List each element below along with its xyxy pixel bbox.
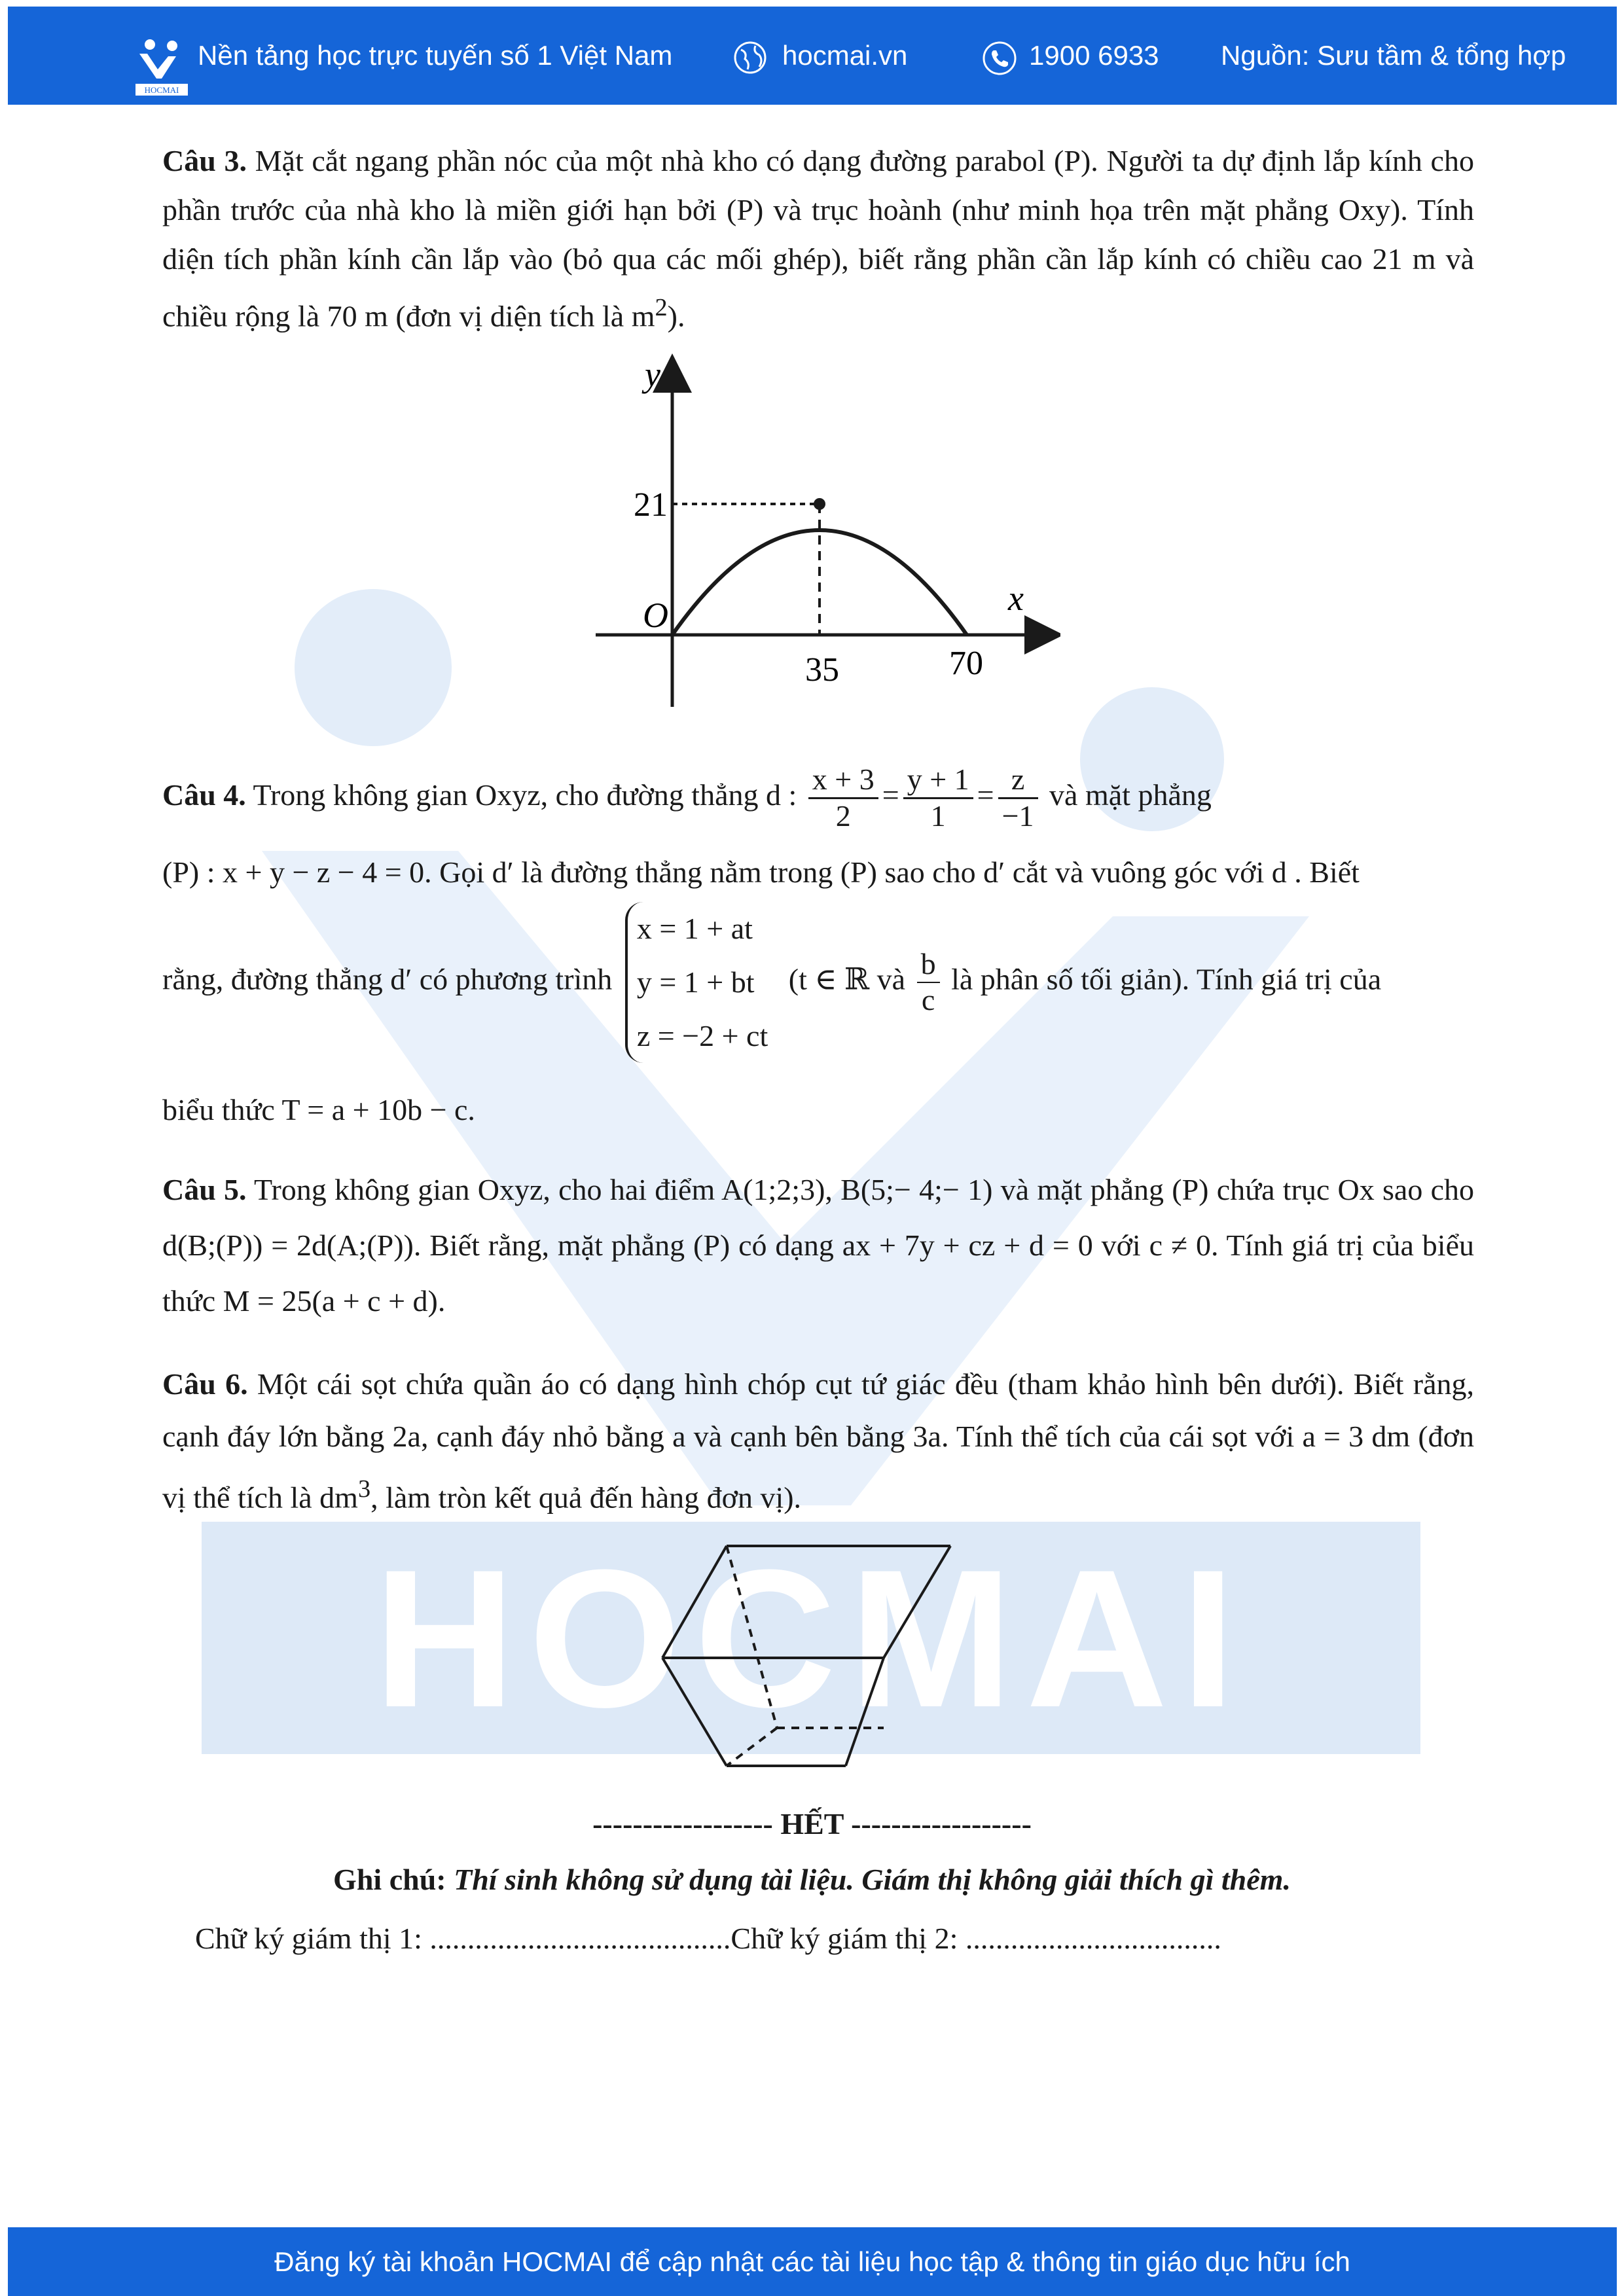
footer-bar bbox=[8, 2227, 1617, 2296]
question-3-unit-exponent: 2 bbox=[655, 294, 668, 321]
question-6-text: Một cái sọt chứa quần áo có dạng hình chóp cụt tứ giác đều (tham khảo hình bên dưới). Biết rằng, cạnh đáy lớn bằng 2a, cạnh đáy nhỏ bằng a và cạnh bên bằng 3a. Tính thể tích của cái sọt với a = 3 dm (đơn vị thể tích là dm bbox=[162, 1367, 1474, 1515]
system-line-1: x = 1 + at bbox=[636, 912, 753, 945]
question-6-unit-exponent: 3 bbox=[357, 1475, 371, 1503]
signature-line: Chữ ký giám thị 1: ........................................Chữ ký giám thị 2: .................................. bbox=[195, 1922, 1221, 1955]
x-axis-label: x bbox=[1008, 579, 1024, 618]
equals-sign: = bbox=[882, 778, 899, 812]
system-line-3: z = −2 + ct bbox=[636, 1019, 768, 1052]
parabola-graph bbox=[576, 353, 1060, 720]
question-4-line-4: biểu thức T = a + 10b − c. bbox=[162, 1093, 475, 1126]
exam-note bbox=[0, 1862, 1624, 1897]
fraction-z: $\frac{z}{-1}$ bbox=[998, 762, 1038, 834]
phone-icon bbox=[982, 41, 1017, 76]
watermark-text: HOCMAI bbox=[373, 1528, 1249, 1748]
header-hotline: 1900 6933 bbox=[1029, 40, 1159, 71]
question-3-text: Mặt cắt ngang phần nóc của một nhà kho có dạng đường parabol (P). Người ta dự định lắp kính cho phần trước của nhà kho là miền giới hạn bởi (P) và trục hoành (như minh họa trên mặt phẳng Oxy). Tính diện tích phần kính cần lắp vào (bỏ qua các mối ghép), biết rằng phần cần lắp kính có chiều cao 21 m và chiều rộng là 70 m (đơn vị diện tích là m bbox=[162, 144, 1474, 333]
line-system bbox=[625, 902, 768, 1063]
header-website-link[interactable]: hocmai.vn bbox=[782, 40, 908, 71]
question-4-line-3-prefix: rằng, đường thẳng d′ có phương trình bbox=[162, 962, 613, 996]
question-3-text-end: ). bbox=[667, 299, 685, 333]
hocmai-logo-icon bbox=[135, 38, 188, 97]
header-source: Nguồn: Sưu tầm & tổng hợp bbox=[1221, 40, 1566, 71]
note-text: Thí sinh không sử dụng tài liệu. Giám thị không giải thích gì thêm. bbox=[446, 1863, 1291, 1896]
fraction-y: $\frac{y + 1}{1}$ bbox=[903, 762, 973, 834]
x-tick-label-70: 70 bbox=[949, 645, 983, 682]
fraction-b-over-c: $\frac{b}{c}$ bbox=[917, 947, 940, 1018]
svg-text:HOCMAI: HOCMAI bbox=[144, 85, 179, 95]
condition-suffix: là phân số tối giản). Tính giá trị của bbox=[951, 962, 1382, 996]
question-4 bbox=[162, 762, 1474, 834]
question-4-line-3 bbox=[162, 902, 1474, 1063]
system-line-2: y = 1 + bt bbox=[636, 965, 755, 999]
note-label: Ghi chú: bbox=[333, 1863, 446, 1896]
question-5-text: Trong không gian Oxyz, cho hai điểm A(1;2;3), B(5;− 4;− 1) và mặt phẳng (P) chứa trục Ox sao cho d(B;(P)) = 2d(A;(P)). Biết rằng, mặt phẳng (P) có dạng ax + 7y + cz + d = 0 với c ≠ 0. Tính giá trị của biểu thức M = 25(a + c + d). bbox=[162, 1173, 1474, 1318]
question-4-label: Câu 4. bbox=[162, 778, 246, 812]
question-6 bbox=[162, 1358, 1474, 1524]
question-5-label: Câu 5. bbox=[162, 1173, 247, 1206]
y-axis-label: y bbox=[645, 355, 660, 394]
frustum-figure bbox=[648, 1538, 962, 1774]
y-tick-label: 21 bbox=[634, 486, 668, 524]
question-3-label: Câu 3. bbox=[162, 144, 247, 177]
header-bar bbox=[8, 7, 1617, 105]
end-marker: ------------------ HẾT ------------------ bbox=[592, 1807, 1032, 1840]
question-6-text-end: , làm tròn kết quả đến hàng đơn vị). bbox=[370, 1480, 802, 1515]
x-tick-label-35: 35 bbox=[805, 651, 839, 689]
condition-prefix: (t ∈ ℝ và bbox=[788, 962, 906, 996]
fraction-x: $\frac{x + 3}{2}$ bbox=[808, 762, 878, 834]
question-3 bbox=[162, 136, 1474, 340]
question-6-label: Câu 6. bbox=[162, 1367, 248, 1401]
question-5 bbox=[162, 1162, 1474, 1329]
header-tagline: Nền tảng học trực tuyến số 1 Việt Nam bbox=[198, 40, 673, 71]
question-4-intro: Trong không gian Oxyz, cho đường thẳng d : bbox=[245, 778, 797, 812]
equals-sign: = bbox=[977, 778, 994, 812]
question-4-line-2: (P) : x + y − z − 4 = 0. Gọi d′ là đường thẳng nằm trong (P) sao cho d′ cắt và vuông góc với d . Biết bbox=[162, 855, 1360, 889]
globe-icon bbox=[733, 41, 767, 75]
origin-label: O bbox=[643, 596, 668, 635]
footer-text[interactable]: Đăng ký tài khoản HOCMAI để cập nhật các tài liệu học tập & thông tin giáo dục hữu ích bbox=[274, 2246, 1350, 2277]
question-4-after: và mặt phẳng bbox=[1041, 778, 1212, 812]
vertex-point bbox=[814, 498, 825, 510]
